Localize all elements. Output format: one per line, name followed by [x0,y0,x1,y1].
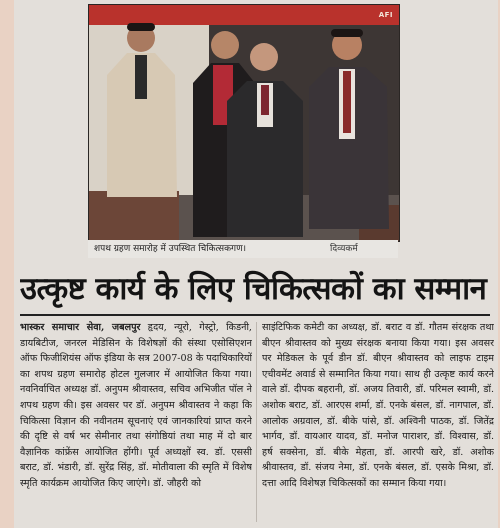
column-divider [256,322,257,522]
dateline: भास्कर समाचार सेवा, जबलपुर [20,322,141,333]
headline-rule [20,314,490,316]
news-photo [88,4,400,242]
article-column-1 [20,320,252,524]
column-1-body: हृदय, न्यूरो, गेस्ट्रो, किडनी, डायबिटीज, जनरल मेडिसिन के विशेषज्ञों की संस्था एसोसिएशन ऑफ फिजीशियंस ऑफ इंडिया के सत्र 2007-08 के पदाधिकारियों का शपथ ग्रहण समारोह होटल गुलजार में आयोजित किया गया। नवनिर्वाचित अध्यक्ष डॉ. अनुपम श्रीवास्तव, सचिव अभिजीत पॉल ने शपथ ग्रहण की। इस अवसर पर डॉ. अनुपम श्रीवास्तव ने कहा कि चिकित्सा विज्ञान की नवीनतम सूचनाएं एवं जानकारियां प्राप्त करने की दृष्टि से वर्ष भर सेमीनार तथा संगोष्ठियां तथा माह में दो बार वैज्ञानिक कांफ्रेंस आयोजित होंगी। पूर्व अध्यक्षों स्व. डॉ. एससी बराट, डॉ. भंडारी, डॉ. सुरेंद्र सिंह, डॉ. मोतीवाला की स्मृति में विशेष स्मृति कार्यक्रम आयोजित किए जाएंगे। डॉ. जौहरी को [20,322,252,489]
group-photo-image [89,5,399,241]
photo-caption-bar [88,240,398,258]
column-2-body: साइंटिफिक कमेटी का अध्यक्ष, डॉ. बराट व डॉ. गौतम संरक्षक तथा बीएन श्रीवास्तव को मुख्य संरक्षक बनाया किया गया। इस अवसर पर मेडिकल के पूर्व डीन डॉ. बीएन श्रीवास्तव को लाइफ टाइम एचीवमेंट अवार्ड से सम्मानित किया गया। साथ ही उत्कृष्ट कार्य करने वाले डॉ. दीपक बहरानी, डॉ. अजय तिवारी, डॉ. परिमल स्वामी, डॉ. अशोक बराट, डॉ. आरएस शर्मा, डॉ. एनके बंसल, डॉ. नागपाल, डॉ. आलोक अग्रवाल, डॉ. बीके पांसे, डॉ. अश्विनी पाठक, डॉ. जितेंद्र भार्गव, डॉ. वायआर यादव, डॉ. मनोज पाराशर, डॉ. विश्वास, डॉ. हर्ष सक्सेना, डॉ. बीके मेहता, डॉ. आरपी खरे, डॉ. अशोक श्रीवास्तव, डॉ. संजय नेमा, डॉ. एनके बंसल, डॉ. एसके मिश्रा, डॉ. दत्ता आदि विशेषज्ञ चिकित्सकों का सम्मान किया गया। [262,322,494,489]
headline: उत्कृष्ट कार्य के लिए चिकित्सकों का सम्मान [20,271,487,307]
banner-logo: AFI [378,11,393,19]
photo-caption: शपथ ग्रहण समारोह में उपस्थित चिकित्सकगण। [94,244,247,254]
photo-credit: दिव्यकर्म [330,244,358,254]
article-column-2 [262,320,494,524]
